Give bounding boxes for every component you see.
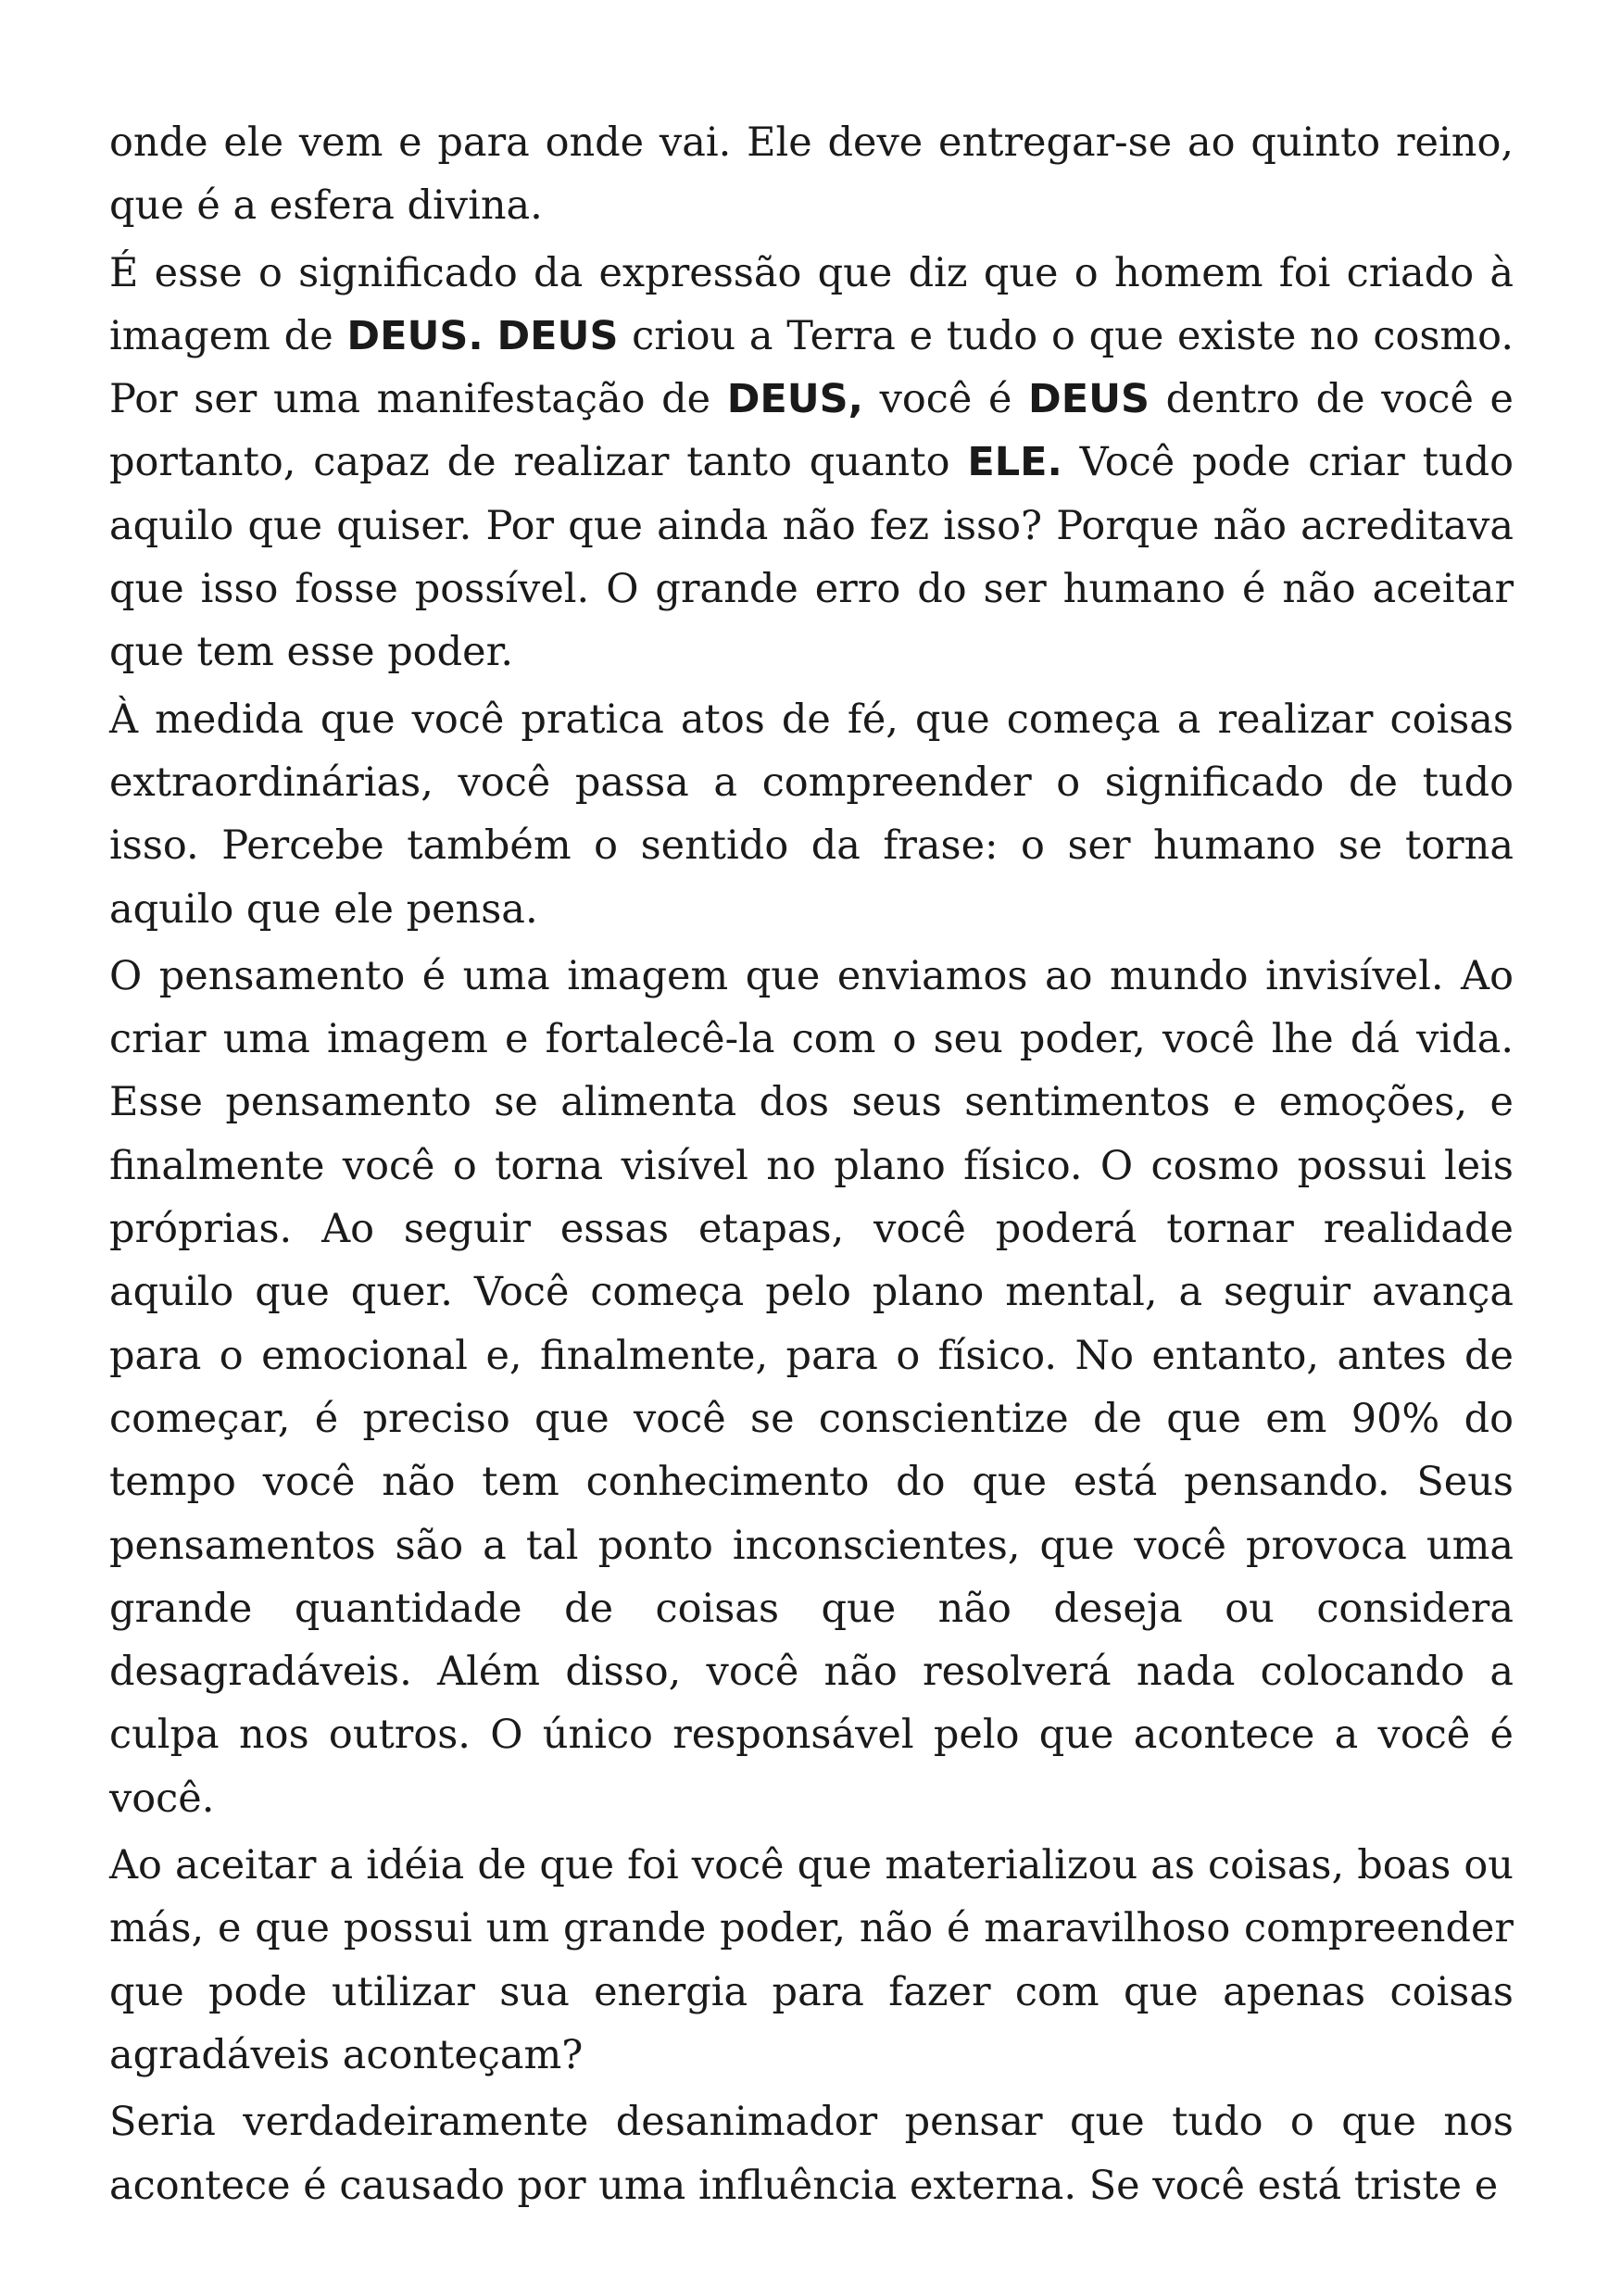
emphasis-deus: DEUS <box>1028 376 1150 423</box>
paragraph-text: onde ele vem e para onde vai. Ele deve entregar-se ao quinto reino, que é a esfera divina. <box>109 119 1514 230</box>
emphasis-deus: DEUS. <box>346 312 484 359</box>
paragraph-text <box>484 313 497 359</box>
emphasis-deus: DEUS, <box>726 376 863 423</box>
page-body <box>109 111 1514 2217</box>
paragraph-6 <box>109 2090 1514 2217</box>
paragraph-4 <box>109 945 1514 1830</box>
paragraph-text: Ao aceitar a idéia de que foi você que materializou as coisas, boas ou más, e que possui um grande poder, não é maravilhoso compreender que pode utilizar sua energia para fazer com que apenas coisas agradáveis aconteçam? <box>109 1842 1514 2078</box>
emphasis-ele: ELE. <box>967 439 1062 486</box>
paragraph-2 <box>109 242 1514 684</box>
paragraph-text: O pensamento é uma imagem que enviamos ao mundo invisível. Ao criar uma imagem e fortalecê-la com o seu poder, você lhe dá vida. Esse pensamento se alimenta dos seus sentimentos e emoções, e finalmente você o torna visível no plano físico. O cosmo possui leis próprias. Ao seguir essas etapas, você poderá tornar realidade aquilo que quer. Você começa pelo plano mental, a seguir avança para o emocional e, finalmente, para o físico. No entanto, antes de começar, é preciso que você se conscientize de que em 90% do tempo você não tem conhecimento do que está pensando. Seus pensamentos são a tal ponto inconscientes, que você provoca uma grande quantidade de coisas que não deseja ou considera desagradáveis. Além disso, você não resolverá nada colocando a culpa nos outros. O único responsável pelo que acontece a você é você. <box>109 952 1514 1822</box>
paragraph-text: É esse o significado da expressão que diz que o homem foi criado à imagem de <box>109 249 1514 359</box>
paragraph-5 <box>109 1834 1514 2087</box>
paragraph-3 <box>109 688 1514 941</box>
paragraph-text: Você pode criar tudo aquilo que quiser. Por que ainda não fez isso? Porque não acreditava que isso fosse possível. O grande erro do ser humano é não aceitar que tem esse poder. <box>109 439 1514 676</box>
paragraph-text: À medida que você pratica atos de fé, que começa a realizar coisas extraordinárias, você passa a compreender o significado de tudo isso. Percebe também o sentido da frase: o ser humano se torna aquilo que ele pensa. <box>109 696 1514 933</box>
paragraph-1 <box>109 111 1514 238</box>
paragraph-text: você é <box>863 376 1029 423</box>
paragraph-text: criou a Terra e tudo o que existe no cosmo. Por ser uma manifestação de <box>109 312 1514 423</box>
paragraph-text: Seria verdadeiramente desanimador pensar que tudo o que nos acontece é causado por uma influência externa. Se você está triste e <box>109 2099 1514 2209</box>
paragraph-text: dentro de você e portanto, capaz de realizar tanto quanto <box>109 376 1514 486</box>
emphasis-deus: DEUS <box>496 312 619 359</box>
